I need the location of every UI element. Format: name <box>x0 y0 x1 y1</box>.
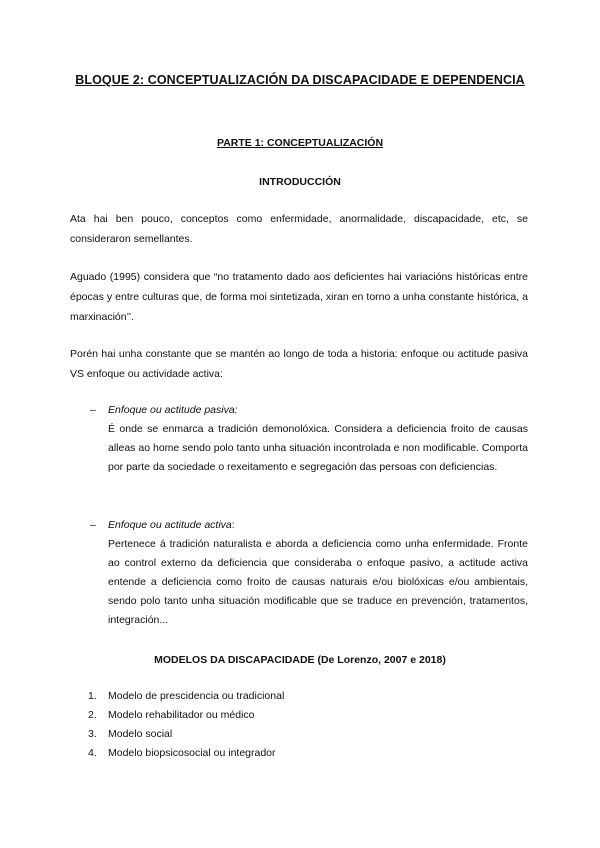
list-text: Modelo rehabilitador ou médico <box>108 709 255 721</box>
bullet-dash: – <box>90 519 96 531</box>
bullet-body <box>108 516 528 630</box>
models-list <box>70 687 528 763</box>
list-item <box>70 687 528 706</box>
list-text: Modelo biopsicosocial ou integrador <box>108 747 276 759</box>
list-number: 1. <box>88 690 97 702</box>
bullet-label: Enfoque ou actitude pasiva: <box>108 404 238 416</box>
list-number: 3. <box>88 728 97 740</box>
paragraph-aguado: Aguado (1995) considera que “no tratamento dado aos deficientes hai variacións históricas entre épocas y entre culturas que, de forma moi sintetizada, xiran en torno a unha constante histórica, a marxinación’’. <box>70 271 528 323</box>
bullet-active-approach <box>70 516 528 630</box>
list-number: 4. <box>88 747 97 759</box>
section-heading: INTRODUCCIÓN <box>259 176 341 188</box>
bullet-dash: – <box>90 404 96 416</box>
bullet-label: Enfoque ou actitude activa <box>108 519 232 531</box>
bullet-passive-approach <box>70 401 528 477</box>
list-item <box>70 725 528 744</box>
list-item <box>70 744 528 763</box>
list-text: Modelo social <box>108 728 173 740</box>
list-text: Modelo de prescidencia ou tradicional <box>108 690 285 702</box>
bullet-text: Pertenece á tradición naturalista e aborda a deficiencia como unha enfermidade. Fronte ao control externo da deficiencia que consideraba o enfoque pasivo, a actitude activa entende a deficiencia como froito de causas naturais e/ou biolóxicas e/ou ambientais, sendo polo tanto unha situación modificable que se traduce en prevención, tratamentos, integración... <box>108 538 528 626</box>
bullet-label-line <box>108 516 528 535</box>
paragraph-constant: Porén hai unha constante que se mantén ao longo de toda a historia: enfoque ou actitude pasiva VS enfoque ou actividade activa: <box>70 348 528 380</box>
bullet-text: É onde se enmarca a tradición demonolóxica. Considera a deficiencia froito de causas alleas ao home sendo polo tanto unha situación incontrolada e non modificable. Comporta por parte da sociedade o rexeitamento e segregación das persoas con deficiencias. <box>108 423 528 473</box>
list-item <box>70 706 528 725</box>
bullet-label-suffix: : <box>231 519 235 531</box>
list-number: 2. <box>88 709 97 721</box>
bullet-body <box>108 401 528 477</box>
paragraph-intro: Ata hai ben pouco, conceptos como enfermidade, anormalidade, discapacidade, etc, se consideraron semellantes. <box>70 213 528 245</box>
models-heading: MODELOS DA DISCAPACIDADE (De Lorenzo, 2007 e 2018) <box>154 654 446 666</box>
document-title: BLOQUE 2: CONCEPTUALIZACIÓN DA DISCAPACIDADE E DEPENDENCIA <box>75 73 525 87</box>
part-title: PARTE 1: CONCEPTUALIZACIÓN <box>216 137 384 149</box>
